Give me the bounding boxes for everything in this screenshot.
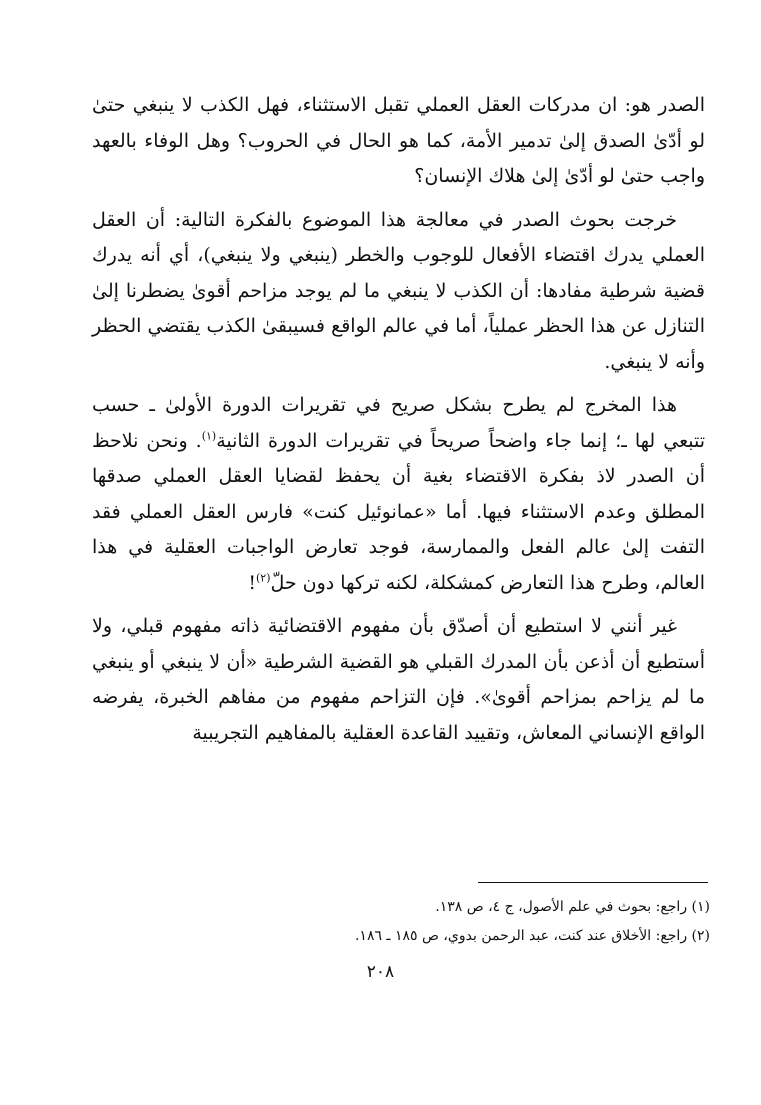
paragraph-3-part-a: هذا المخرج لم يطرح بشكل صريح في تقريرات الدورة الأولىٰ ـ حسب تتبعي لها ـ؛ إنما جاء واضحاً صريحاً في تقريرات الدورة الثانية xyxy=(92,394,706,452)
paragraph-4: غير أنني لا استطيع أن أصدّق بأن مفهوم الاقتضائية ذاته مفهوم قبلي، ولا أستطيع أن أذعن بأن المدرك القبلي هو القضية الشرطية «أن لا ينبغي أو ينبغي ما لم يزاحم بمزاحم أقوىٰ». فإن التزاحم مفهوم من مفاهم الخبرة، يفرضه الواقع الإنساني المعاش، وتقييد القاعدة العقلية بالمفاهيم التجريبية xyxy=(92,615,705,744)
footnote-2: (٢) راجع: الأخلاق عند كنت، عبد الرحمن بدوي، ص ١٨٥ ـ ١٨٦. xyxy=(354,928,710,944)
paragraph-2: خرجت بحوث الصدر في معالجة هذا الموضوع بالفكرة التالية: أن العقل العملي يدرك اقتضاء الأفعال للوجوب والخطر (ينبغي ولا ينبغي)، أي أنه يدرك قضية شرطية مفادها: أن الكذب لا ينبغي ما لم يوجد مزاحم أقوىٰ يضطرنا إلىٰ التنازل عن هذا الحظر عملياً، أما في عالم الواقع فسيبقىٰ الكذب يقتضي الحظر وأنه لا ينبغي. xyxy=(92,208,705,373)
paragraph-3-part-b: . ونحن نلاحظ أن الصدر لاذ بفكرة الاقتضاء بغية أن يحفظ لقضايا العقل العملي صدقها المطلق وعدم الاستثناء فيها. أما «عمانوئيل كنت» فارس العقل العملي فقد التفت إلىٰ عالم الفعل والممارسة، فوجد تعارض الواجبات العقلية في هذا العالم، وطرح هذا التعارض كمشكلة، لكنه تركها دون حلّ xyxy=(92,429,705,594)
footnote-divider xyxy=(478,882,708,883)
page-number: ٢٠٨ xyxy=(366,962,395,982)
footnotes xyxy=(120,893,710,951)
footnote-ref-2[interactable]: (٢) xyxy=(255,571,271,585)
footnote-ref-1[interactable]: (١) xyxy=(201,429,217,443)
paragraph-3-part-c: ! xyxy=(248,571,256,594)
footnote-1: (١) راجع: بحوث في علم الأصول، ج ٤، ص ١٣٨. xyxy=(435,899,710,915)
paragraph-3 xyxy=(92,388,705,601)
main-text xyxy=(92,88,705,759)
paragraph-1: الصدر هو: ان مدركات العقل العملي تقبل الاستثناء، فهل الكذب لا ينبغي حتىٰ لو أدّىٰ الصدق إلىٰ تدمير الأمة، كما هو الحال في الحروب؟ وهل الوفاء بالعهد واجب حتىٰ لو أدّىٰ إلىٰ هلاك الإنسان؟ xyxy=(92,94,705,187)
